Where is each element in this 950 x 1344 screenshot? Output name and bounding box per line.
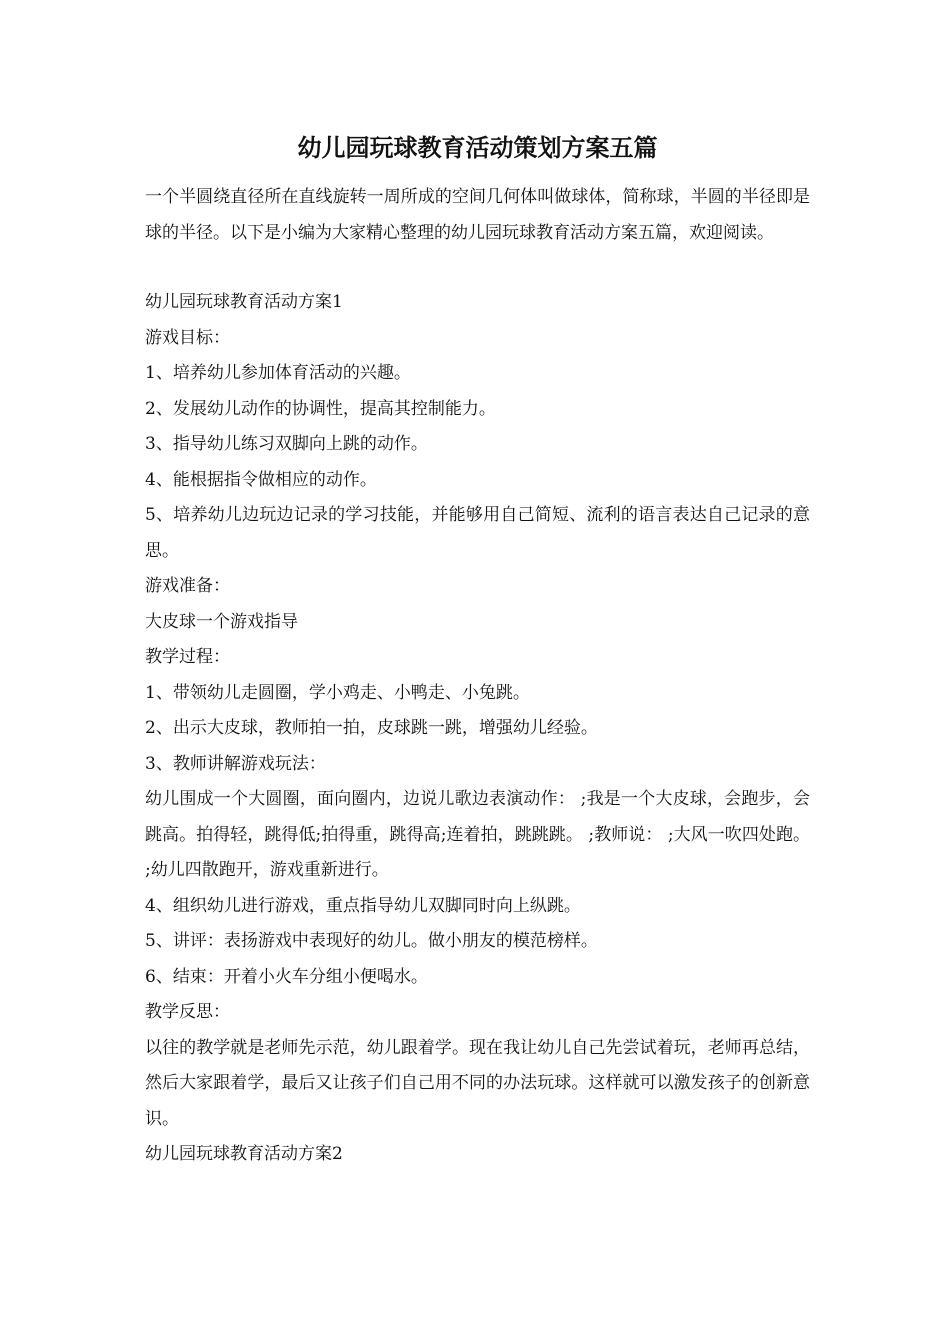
- process-item-3: 3、教师讲解游戏玩法：: [145, 753, 326, 774]
- section-heading-1: 幼儿园玩球教育活动方案1: [145, 292, 343, 312]
- process-item-2: 2、出示大皮球，教师拍一拍，皮球跳一跳，增强幼儿经验。: [145, 718, 598, 738]
- game-prep-heading: 游戏准备：: [145, 576, 230, 596]
- goal-item-2: 2、发展幼儿动作的协调性，提高其控制能力。: [145, 398, 496, 419]
- process-item-1: 1、带领幼儿走圆圈，学小鸡走、小鸭走、小兔跳。: [145, 682, 530, 703]
- goal-item-5: 5、培养幼儿边玩边记录的学习技能，并能够用自己简短、流利的语言表达自己记录的意思。: [145, 505, 810, 561]
- document-page: [145, 128, 810, 1173]
- process-item-5: 5、讲评：表扬游戏中表现好的幼儿。做小朋友的模范榜样。: [145, 931, 598, 951]
- section-heading-2: 幼儿园玩球教育活动方案2: [145, 1144, 343, 1164]
- reflection-heading: 教学反思：: [145, 1002, 230, 1022]
- teaching-process-heading: 教学过程：: [145, 647, 230, 667]
- goal-item-1: 1、培养幼儿参加体育活动的兴趣。: [145, 363, 411, 383]
- process-item-4: 4、组织幼儿进行游戏，重点指导幼儿双脚同时向上纵跳。: [145, 895, 581, 916]
- intro-paragraph: 一个半圆绕直径所在直线旋转一周所成的空间几何体叫做球体，简称球，半圆的半径即是球的半径。以下是小编为大家精心整理的幼儿园玩球教育活动方案五篇，欢迎阅读。: [145, 187, 810, 243]
- reflection-paragraph: 以往的教学就是老师先示范，幼儿跟着学。现在我让幼儿自己先尝试着玩，老师再总结，然后大家跟着学，最后又让孩子们自己用不同的办法玩球。这样就可以激发孩子的创新意识。: [145, 1037, 810, 1129]
- goal-item-3: 3、指导幼儿练习双脚向上跳的动作。: [145, 434, 428, 454]
- paragraph-gap: [145, 251, 810, 285]
- goal-item-4: 4、能根据指令做相应的动作。: [145, 469, 377, 490]
- process-item-6: 6、结束：开着小火车分组小便喝水。: [145, 966, 428, 987]
- game-prep-text: 大皮球一个游戏指导: [145, 611, 298, 632]
- game-goals-heading: 游戏目标：: [145, 327, 230, 348]
- document-title: 幼儿园玩球教育活动策划方案五篇: [297, 133, 658, 162]
- game-rules-paragraph: 幼儿围成一个大圆圈，面向圈内，边说儿歌边表演动作： ;我是一个大皮球，会跑步，会跳高。拍得轻，跳得低;拍得重，跳得高;连着拍，跳跳跳。 ;教师说： ;大风一吹四处跑。 ;幼儿四散跑开，游戏重新进行。: [145, 789, 810, 880]
